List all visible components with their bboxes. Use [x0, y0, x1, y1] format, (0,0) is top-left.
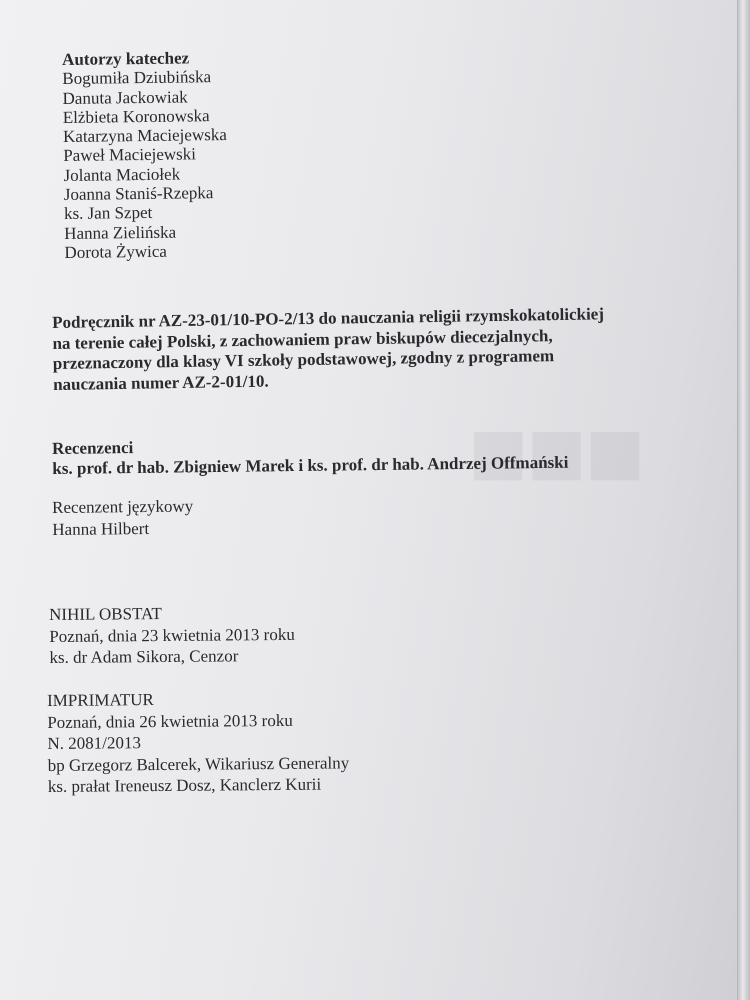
approval-line: przeznaczony dla klasy VI szkoły podstawowej, zgodny z programem: [52, 346, 555, 373]
author-name: Paweł Maciejewski: [63, 144, 197, 166]
language-reviewer-heading: Recenzent językowy: [52, 496, 194, 517]
reviewers-section: [52, 433, 569, 479]
author-name: Jolanta Maciołek: [63, 164, 181, 185]
imprimatur-signatory: ks. prałat Ireneusz Dosz, Kanclerz Kurii: [47, 774, 322, 796]
author-name: Danuta Jackowiak: [62, 87, 188, 108]
authors-heading: Autorzy katechez: [62, 48, 190, 69]
bleed-through-decoration: ■■■: [470, 396, 646, 508]
author-name: Joanna Staniś-Rzepka: [63, 183, 214, 205]
nihil-obstat-censor: ks. dr Adam Sikora, Cenzor: [49, 646, 239, 667]
approval-line: nauczania numer AZ-2-01/10.: [52, 371, 269, 394]
author-name: Bogumiła Dziubińska: [62, 67, 212, 89]
imprimatur-date: Poznań, dnia 26 kwietnia 2013 roku: [47, 710, 293, 732]
page-edge: [737, 0, 750, 1000]
imprimatur-section: [47, 687, 349, 797]
imprimatur-number: N. 2081/2013: [47, 733, 142, 753]
reviewers-names: ks. prof. dr hab. Zbigniew Marek i ks. prof. dr hab. Andrzej Offmański: [52, 452, 569, 478]
approval-line: na terenie całej Polski, z zachowaniem praw biskupów diecezjalnych,: [52, 325, 553, 353]
reviewers-heading: Recenzenci: [52, 438, 134, 458]
language-reviewer-section: [52, 496, 194, 541]
author-name: Katarzyna Maciejewska: [62, 125, 227, 147]
author-name: Elżbieta Koronowska: [62, 106, 210, 127]
approval-line: Podręcznik nr AZ-23-01/10-PO-2/13 do nauczania religii rzymskokatolickiej: [52, 304, 605, 332]
imprimatur-signatory: bp Grzegorz Balcerek, Wikariusz Generalny: [47, 752, 350, 775]
author-name: ks. Jan Szpet: [63, 203, 153, 224]
nihil-obstat-title: NIHIL OBSTAT: [49, 604, 162, 624]
imprimatur-title: IMPRIMATUR: [47, 690, 154, 710]
nihil-obstat-date: Poznań, dnia 23 kwietnia 2013 roku: [49, 624, 295, 646]
author-name: Dorota Żywica: [64, 241, 168, 262]
approval-statement: [52, 304, 605, 395]
language-reviewer-name: Hanna Hilbert: [52, 518, 150, 539]
author-name: Hanna Zielińska: [64, 222, 177, 243]
authors-section: [62, 48, 228, 262]
nihil-obstat-section: [49, 602, 295, 669]
